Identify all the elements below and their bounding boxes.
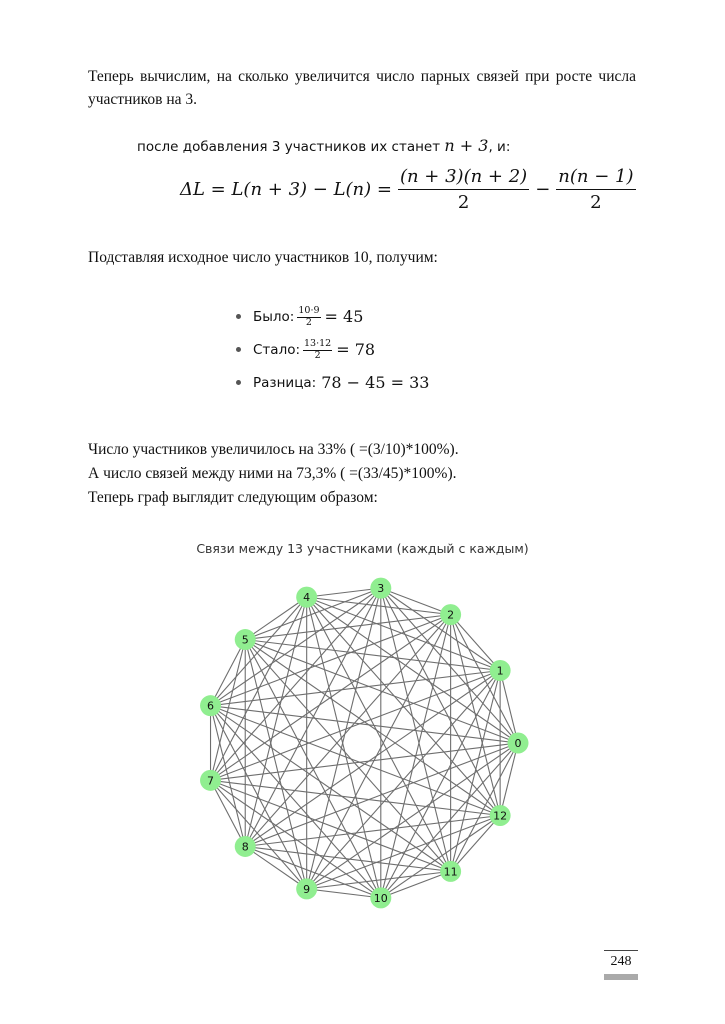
bullet-label: Стало: <box>253 341 300 358</box>
formula-minus: − <box>535 178 551 200</box>
bullet-fraction-num: 10·9 <box>298 304 320 316</box>
graph-edges <box>211 588 518 898</box>
formula-lhs: ΔL = L(n + 3) − L(n) = <box>180 178 392 200</box>
bullet-fraction-den: 2 <box>305 316 312 328</box>
node-label-11: 11 <box>443 865 458 879</box>
bullet-fraction-den: 2 <box>314 349 321 361</box>
page-number-box <box>604 950 638 980</box>
node-label-10: 10 <box>373 891 388 905</box>
node-label-9: 9 <box>303 882 311 896</box>
page-number: 248 <box>610 954 632 969</box>
edge-1-9 <box>307 671 500 889</box>
formula-intro: после добавления 3 участников их станет n + 3, и: <box>137 136 511 155</box>
edge-1-4 <box>307 597 500 670</box>
node-label-5: 5 <box>241 633 249 647</box>
edge-3-8 <box>245 588 381 846</box>
edge-9-12 <box>307 815 500 888</box>
fraction-2-numerator: n(n − 1) <box>556 166 635 190</box>
edge-3-9 <box>307 588 381 889</box>
node-label-3: 3 <box>377 582 385 596</box>
node-label-8: 8 <box>241 840 249 854</box>
page-number-rule <box>604 950 638 951</box>
bullet-fraction-num: 13·12 <box>304 337 332 349</box>
bullet-label: Разница: <box>253 374 317 391</box>
fraction-1-numerator: (n + 3)(n + 2) <box>398 166 529 190</box>
edge-4-10 <box>307 597 381 898</box>
node-label-7: 7 <box>207 774 215 788</box>
node-label-4: 4 <box>303 591 311 605</box>
node-label-2: 2 <box>447 608 455 622</box>
node-label-0: 0 <box>514 737 522 750</box>
node-label-12: 12 <box>493 809 508 823</box>
summary-line-2: А число связей между ними на 73,3% ( =(33/45)*100%). <box>88 465 457 482</box>
node-label-1: 1 <box>496 664 504 678</box>
edge-5-10 <box>245 640 381 898</box>
bullet-result: = 78 <box>336 340 376 359</box>
var-n-plus-3: n + 3 <box>444 136 489 155</box>
edge-4-12 <box>307 597 500 815</box>
fraction-2-denominator: 2 <box>590 191 602 213</box>
fraction-1-denominator: 2 <box>457 191 470 213</box>
node-label-6: 6 <box>207 699 215 713</box>
summary-line-1: Число участников увеличилось на 33% ( =(3/10)*100%). <box>88 441 459 458</box>
bullet-result: = 45 <box>324 307 364 326</box>
summary-line-3: Теперь граф выглядит следующим образом: <box>88 489 378 506</box>
chart-title: Связи между 13 участниками (каждый с каждым) <box>196 541 529 556</box>
graph-nodes <box>200 578 528 909</box>
paragraph-intro: Теперь вычислим, на сколько увеличится число парных связей при росте числа участников на 3. <box>88 68 636 108</box>
paragraph-substitute: Подставляя исходное число участников 10, получим: <box>88 249 438 266</box>
bullet-result: 78 − 45 = 33 <box>321 373 430 392</box>
page-number-bar <box>604 974 638 980</box>
bullet-label: Было: <box>253 308 295 325</box>
